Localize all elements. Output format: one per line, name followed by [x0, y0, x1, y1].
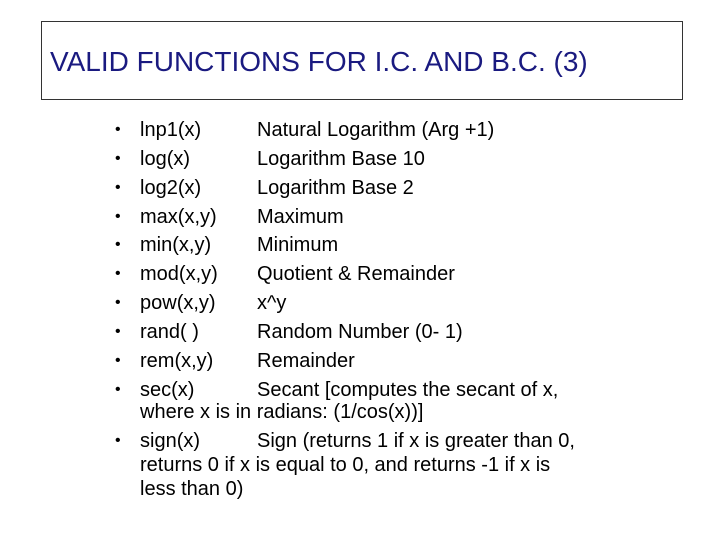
- function-name: lnp1(x): [140, 119, 202, 141]
- function-description: Natural Logarithm (Arg +1): [257, 119, 495, 141]
- function-name: log2(x): [140, 177, 202, 199]
- function-description: x^y: [257, 292, 287, 314]
- function-name: sec(x): [140, 379, 195, 401]
- function-description: Secant [computes the secant of x,: [257, 379, 559, 401]
- function-description: Sign (returns 1 if x is greater than 0,: [257, 430, 575, 452]
- function-description: Remainder: [257, 350, 355, 372]
- function-description: Maximum: [257, 206, 344, 228]
- function-description-continuation: returns 0 if x is equal to 0, and returns -1 if x is: [140, 454, 551, 476]
- bullet-icon: •: [115, 381, 121, 398]
- function-name: mod(x,y): [140, 263, 218, 285]
- function-name: pow(x,y): [140, 292, 216, 314]
- bullet-icon: •: [115, 265, 121, 282]
- function-name: sign(x): [140, 430, 201, 452]
- function-name: max(x,y): [140, 206, 217, 228]
- function-description: Minimum: [257, 234, 339, 256]
- bullet-icon: •: [115, 432, 121, 449]
- function-name: min(x,y): [140, 234, 212, 256]
- function-description: Random Number (0- 1): [257, 321, 463, 343]
- bullet-icon: •: [115, 150, 121, 167]
- bullet-icon: •: [115, 352, 121, 369]
- function-name: rem(x,y): [140, 350, 214, 372]
- function-name: log(x): [140, 148, 191, 170]
- bullet-icon: •: [115, 294, 121, 311]
- slide-title: VALID FUNCTIONS FOR I.C. AND B.C. (3): [50, 46, 588, 77]
- bullet-icon: •: [115, 323, 121, 340]
- function-description: Quotient & Remainder: [257, 263, 455, 285]
- bullet-icon: •: [115, 208, 121, 225]
- function-description: Logarithm Base 10: [257, 148, 425, 170]
- bullet-icon: •: [115, 236, 121, 253]
- bullet-icon: •: [115, 179, 121, 196]
- bullet-icon: •: [115, 121, 121, 138]
- function-name: rand( ): [140, 321, 199, 343]
- function-description-continuation: less than 0): [140, 478, 244, 500]
- function-description-continuation: where x is in radians: (1/cos(x))]: [140, 401, 424, 423]
- function-description: Logarithm Base 2: [257, 177, 414, 199]
